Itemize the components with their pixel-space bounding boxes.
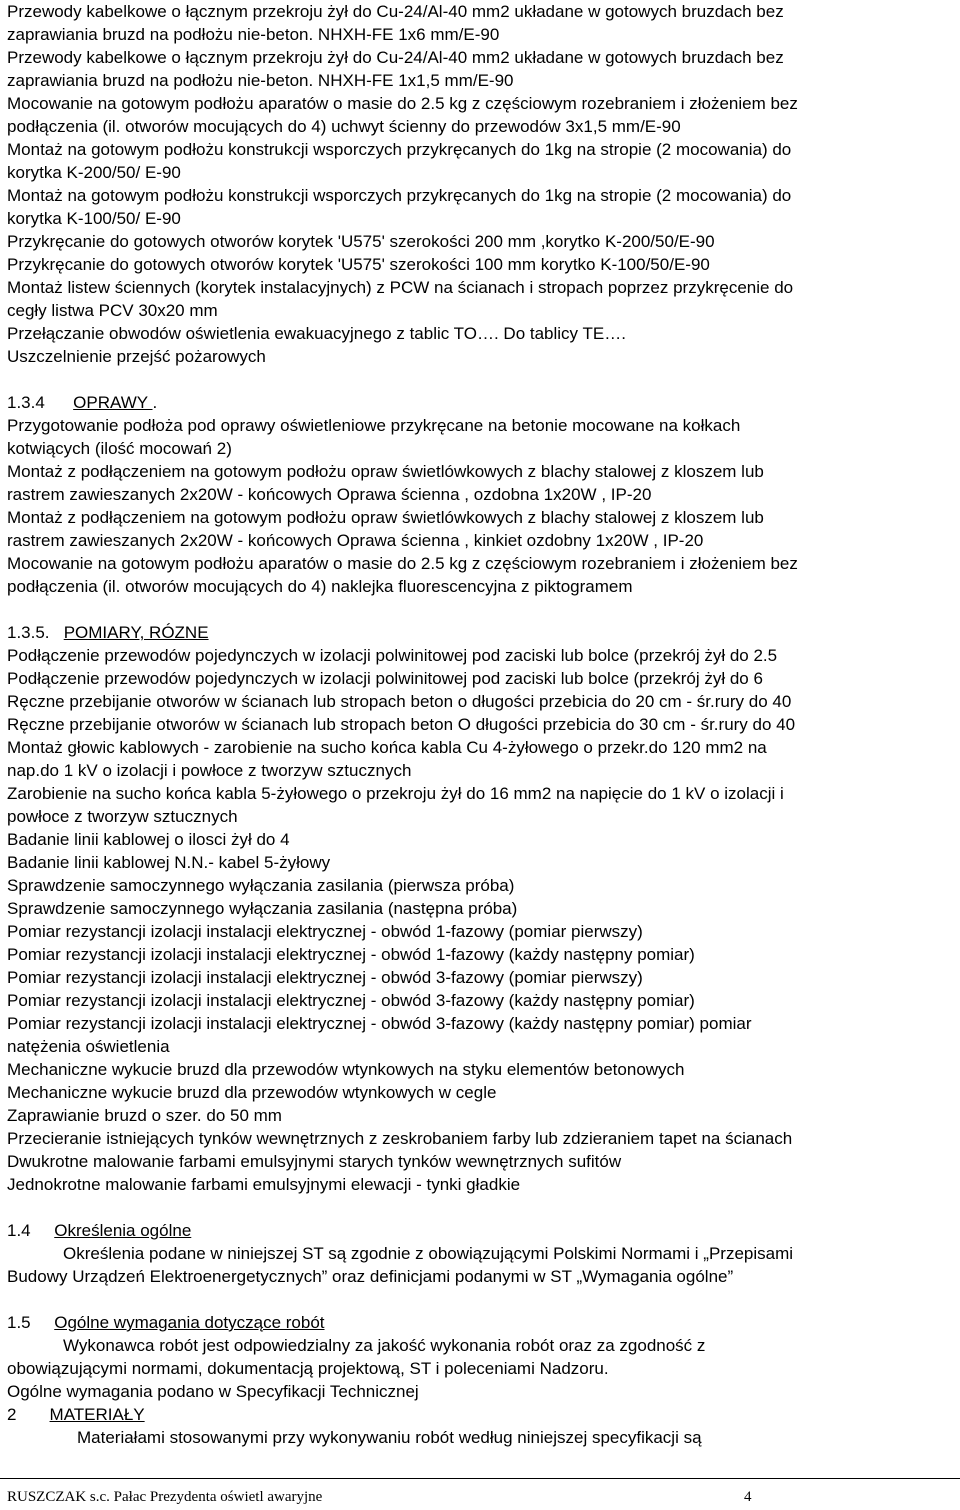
heading-tail: .	[152, 393, 158, 412]
footer-company: RUSZCZAK s.c. Pałac Prezydenta oświetl awaryjne	[7, 1489, 323, 1505]
section-pomiary	[7, 644, 957, 1196]
text-line: Montaż z podłączeniem na gotowym podłożu opraw świetlówkowych z blachy stalowej z kloszem lub	[7, 508, 764, 527]
text-line: cegły listwa PCV 30x20 mm	[7, 301, 218, 320]
text-line: Przykręcanie do gotowych otworów korytek 'U575' szerokości 200 mm ,korytko K-200/50/E-90	[7, 232, 715, 251]
text-line: Ręczne przebijanie otworów w ścianach lub stropach beton o długości przebicia do 20 cm - śr.rury do 40	[7, 692, 792, 711]
section-oprawy	[7, 414, 957, 598]
text-line: Dwukrotne malowanie farbami emulsyjnymi starych tynków wewnętrznych sufitów	[7, 1152, 622, 1171]
text-line: powłoce z tworzyw sztucznych	[7, 807, 238, 826]
paragraph-line: Wykonawca robót jest odpowiedzialny za jakość wykonania robót oraz za zgodność z	[63, 1336, 706, 1355]
heading-number: 1.3.4	[7, 393, 74, 412]
text-line: Mocowanie na gotowym podłożu aparatów o masie do 2.5 kg z częściowym rozebraniem i złożeniem bez	[7, 554, 798, 573]
text-line: korytka K-100/50/ E-90	[7, 209, 181, 228]
text-line: Podłączenie przewodów pojedynczych w izolacji polwinitowej pod zaciski lub bolce (przekrój żył do 6	[7, 669, 763, 688]
text-line: Pomiar rezystancji izolacji instalacji elektrycznej - obwód 3-fazowy (pomiar pierwszy)	[7, 968, 643, 987]
heading-number: 2	[7, 1405, 50, 1424]
text-line: Zaprawianie bruzd o szer. do 50 mm	[7, 1106, 282, 1125]
text-line: korytka K-200/50/ E-90	[7, 163, 181, 182]
paragraph-line: Ogólne wymagania podano w Specyfikacji Technicznej	[7, 1382, 419, 1401]
spacer	[7, 598, 957, 621]
text-line: Zarobienie na sucho końca kabla 5-żyłowego o przekroju żył do 16 mm2 na napięcie do 1 kV o izolacji i	[7, 784, 784, 803]
text-line: natężenia oświetlenia	[7, 1037, 170, 1056]
text-line: Mechaniczne wykucie bruzd dla przewodów wtynkowych w cegle	[7, 1083, 497, 1102]
text-line: Przewody kabelkowe o łącznym przekroju żył do Cu-24/Al-40 mm2 układane w gotowych bruzdach bez	[7, 48, 784, 67]
spacer	[7, 1288, 957, 1311]
paragraph-line: obowiązującymi normami, dokumentacją projektową, ST i poleceniami Nadzoru.	[7, 1359, 609, 1378]
text-line: zaprawiania bruzd na podłożu nie-beton. NHXH-FE 1x1,5 mm/E-90	[7, 71, 514, 90]
text-line: Montaż na gotowym podłożu konstrukcji wsporczych przykręcanych do 1kg na stropie (2 mocowania) do	[7, 140, 792, 159]
text-line: Przewody kabelkowe o łącznym przekroju żył do Cu-24/Al-40 mm2 układane w gotowych bruzdach bez	[7, 2, 784, 21]
text-line: Mocowanie na gotowym podłożu aparatów o masie do 2.5 kg z częściowym rozebraniem i złożeniem bez	[7, 94, 798, 113]
heading-number: 1.3.5.	[7, 623, 64, 642]
heading-number: 1.4	[7, 1221, 55, 1240]
section-cables	[7, 0, 957, 368]
heading-materialy	[7, 1403, 957, 1426]
text-line: Ręczne przebijanie otworów w ścianach lub stropach beton O długości przebicia do 30 cm - śr.rury do 40	[7, 715, 796, 734]
text-line: podłączenia (il. otworów mocujących do 4) uchwyt ścienny do przewodów 3x1,5 mm/E-90	[7, 117, 681, 136]
text-line: Sprawdzenie samoczynnego wyłączania zasilania (pierwsza próba)	[7, 876, 515, 895]
text-line: Przecieranie istniejących tynków wewnętrznych z zeskrobaniem farby lub zdzieraniem tapet na ścianach	[7, 1129, 793, 1148]
text-line: Pomiar rezystancji izolacji instalacji elektrycznej - obwód 1-fazowy (każdy następny pomiar)	[7, 945, 695, 964]
text-line: Badanie linii kablowej o ilosci żył do 4	[7, 830, 290, 849]
document-page	[7, 0, 957, 1449]
text-line: Badanie linii kablowej N.N.- kabel 5-żyłowy	[7, 853, 331, 872]
heading-okreslenia	[7, 1219, 957, 1242]
paragraph-line: Budowy Urządzeń Elektroenergetycznych” oraz definicjami podanymi w ST „Wymagania ogólne”	[7, 1267, 734, 1286]
paragraph-line: Materiałami stosowanymi przy wykonywaniu robót według niniejszej specyfikacji są	[77, 1428, 702, 1447]
text-line: Podłączenie przewodów pojedynczych w izolacji polwinitowej pod zaciski lub bolce (przekrój żył do 2.5	[7, 646, 778, 665]
text-line: Montaż na gotowym podłożu konstrukcji wsporczych przykręcanych do 1kg na stropie (2 mocowania) do	[7, 186, 792, 205]
text-line: zaprawiania bruzd na podłożu nie-beton. NHXH-FE 1x6 mm/E-90	[7, 25, 500, 44]
spacer	[7, 1196, 957, 1219]
paragraph-line: Określenia podane w niniejszej ST są zgodnie z obowiązującymi Polskimi Normami i „Przepisami	[63, 1244, 794, 1263]
text-line: nap.do 1 kV o izolacji i powłoce z tworzyw sztucznych	[7, 761, 412, 780]
page-footer	[0, 1478, 960, 1505]
text-line: rastrem zawieszanych 2x20W - końcowych Oprawa ścienna , kinkiet ozdobny 1x20W , IP-20	[7, 531, 704, 550]
text-line: Pomiar rezystancji izolacji instalacji elektrycznej - obwód 3-fazowy (każdy następny pomiar)	[7, 991, 695, 1010]
text-line: Montaż z podłączeniem na gotowym podłożu opraw świetlówkowych z blachy stalowej z kloszem lub	[7, 462, 764, 481]
text-line: kotwiących (ilość mocowań 2)	[7, 439, 232, 458]
heading-title: Określenia ogólne	[54, 1221, 192, 1240]
heading-title: POMIARY, RÓZNE	[63, 623, 209, 642]
text-line: podłączenia (il. otworów mocujących do 4) naklejka fluorescencyjna z piktogramem	[7, 577, 633, 596]
heading-number: 1.5	[7, 1313, 55, 1332]
heading-title: Ogólne wymagania dotyczące robót	[54, 1313, 325, 1332]
text-line: Mechaniczne wykucie bruzd dla przewodów wtynkowych na styku elementów betonowych	[7, 1060, 685, 1079]
spacer	[7, 368, 957, 391]
text-line: Pomiar rezystancji izolacji instalacji elektrycznej - obwód 1-fazowy (pomiar pierwszy)	[7, 922, 643, 941]
text-line: Sprawdzenie samoczynnego wyłączania zasilania (następna próba)	[7, 899, 518, 918]
text-line: Montaż listew ściennych (korytek instalacyjnych) z PCW na ścianach i stropach poprzez przykręcenie do	[7, 278, 794, 297]
text-line: rastrem zawieszanych 2x20W - końcowych Oprawa ścienna , ozdobna 1x20W , IP-20	[7, 485, 652, 504]
heading-pomiary	[7, 621, 957, 644]
heading-wymagania	[7, 1311, 957, 1334]
text-line: Montaż głowic kablowych - zarobienie na sucho końca kabla Cu 4-żyłowego o przekr.do 120 mm2 na	[7, 738, 767, 757]
text-line: Jednokrotne malowanie farbami emulsyjnymi elewacji - tynki gładkie	[7, 1175, 521, 1194]
text-line: Przełączanie obwodów oświetlenia ewakuacyjnego z tablic TO…. Do tablicy TE….	[7, 324, 626, 343]
text-line: Przygotowanie podłoża pod oprawy oświetleniowe przykręcane na betonie mocowane na kołkach	[7, 416, 741, 435]
heading-oprawy	[7, 391, 957, 414]
text-line: Przykręcanie do gotowych otworów korytek 'U575' szerokości 100 mm korytko K-100/50/E-90	[7, 255, 710, 274]
text-line: Uszczelnienie przejść pożarowych	[7, 347, 266, 366]
page-number: 4	[744, 1489, 752, 1505]
heading-title: OPRAWY	[73, 393, 153, 412]
text-line: Pomiar rezystancji izolacji instalacji elektrycznej - obwód 3-fazowy (każdy następny pomiar) pomiar	[7, 1014, 752, 1033]
heading-title: MATERIAŁY	[49, 1405, 145, 1424]
